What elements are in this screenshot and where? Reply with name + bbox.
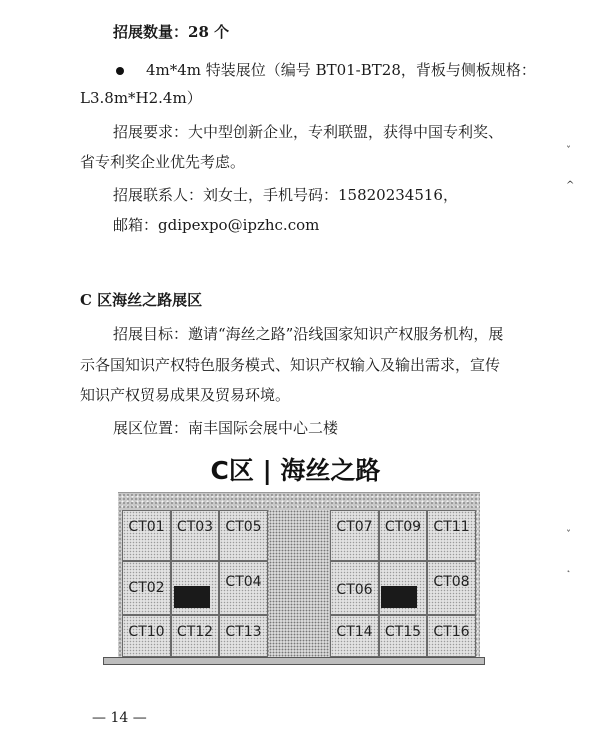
requirements-line2: 省专利奖企业优先考虑。 [80, 153, 246, 171]
pillar-right [381, 586, 417, 608]
booth-ct12: CT12 [171, 615, 219, 657]
booth-count: 招展数量：28 个 [113, 23, 230, 41]
booth-ct10: CT10 [122, 615, 171, 657]
booth-ct01: CT01 [122, 510, 171, 561]
booth-ct13: CT13 [219, 615, 268, 657]
section-heading: C 区海丝之路展区 [80, 291, 203, 309]
margin-mark: ^ [566, 180, 575, 191]
margin-mark: ˇ [566, 530, 571, 541]
center-aisle [269, 510, 329, 657]
booth-ct07: CT07 [330, 510, 379, 561]
booth-ct03: CT03 [171, 510, 219, 561]
booth-ct11: CT11 [427, 510, 476, 561]
page-number: — 14 — [92, 710, 147, 726]
booth-ct05: CT05 [219, 510, 268, 561]
goal-line2: 示各国知识产权特色服务模式、知识产权输入及输出需求，宣传 [80, 356, 501, 374]
goal-line1: 招展目标：邀请“海丝之路”沿线国家知识产权服务机构，展 [113, 325, 504, 343]
booth-ct04: CT04 [219, 561, 268, 615]
booth-spec-line1: 4m*4m 特装展位（编号 BT01-BT28，背板与侧板规格： [146, 61, 536, 79]
booth-ct09: CT09 [379, 510, 427, 561]
floorplan-baseline [103, 657, 485, 665]
floorplan-title: C区 | 海丝之路 [210, 456, 381, 485]
margin-mark: ˇ [566, 146, 571, 157]
requirements-line1: 招展要求：大中型创新企业，专利联盟，获得中国专利奖、 [113, 123, 504, 141]
booth-ct14: CT14 [330, 615, 379, 657]
location-info: 展区位置：南丰国际会展中心二楼 [113, 419, 339, 437]
email-info: 邮箱：gdipexpo@ipzhc.com [113, 216, 320, 234]
goal-line3: 知识产权贸易成果及贸易环境。 [80, 386, 291, 404]
margin-mark: ˛ [566, 562, 571, 573]
bullet-icon [116, 67, 124, 75]
pillar-left [174, 586, 210, 608]
booth-ct08: CT08 [427, 561, 476, 615]
booth-ct15: CT15 [379, 615, 427, 657]
booth-ct06: CT06 [330, 561, 379, 615]
booth-spec-line2: L3.8m*H2.4m） [80, 89, 202, 107]
contact-info: 招展联系人：刘女士，手机号码：15820234516， [113, 186, 458, 204]
booth-ct02: CT02 [122, 561, 171, 615]
booth-ct16: CT16 [427, 615, 476, 657]
